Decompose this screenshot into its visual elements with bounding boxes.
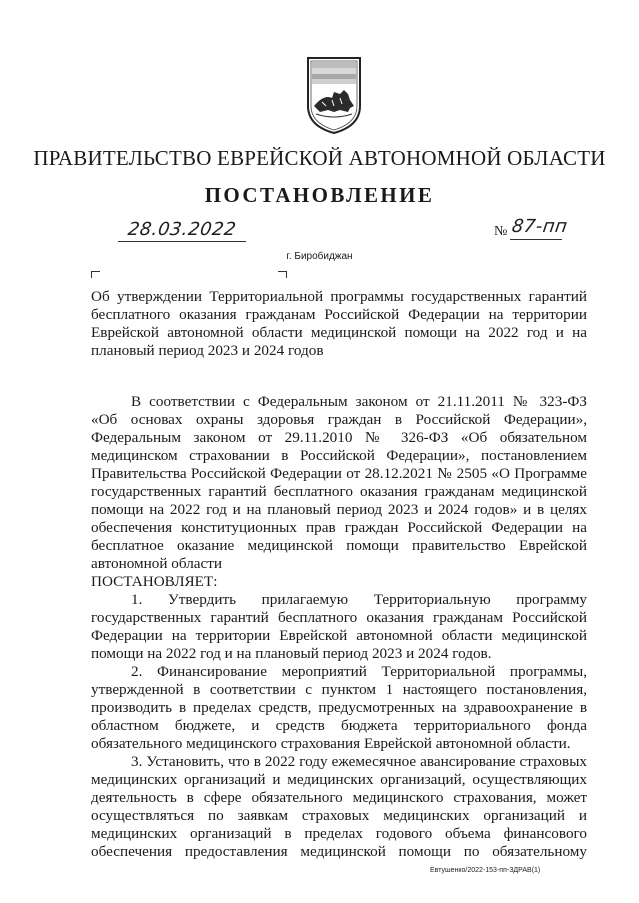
body-line: «Об основах охраны здоровья граждан в Российской Федерации», [91,411,587,428]
body-line: осуществляться по заявкам страховых медицинских организаций и [91,807,587,824]
body-line: обеспечения предоставления медицинской помощи по обязательному [91,843,587,860]
subject-line: Об утверждении Территориальной программы государственных гарантий [91,288,587,305]
body-line: 3. Установить, что в 2022 году ежемесячное авансирование страховых [131,753,587,770]
date-underline [118,241,246,242]
handwritten-number: 87-пп [510,216,569,237]
body-line: Федерации на территории Еврейской автономной области медицинской [91,627,587,644]
city: г. Биробиджан [286,251,353,262]
body-line: обеспечения конституционных прав граждан Российской Федерации на [91,519,587,536]
body-line: утвержденной в соответствии с пунктом 1 настоящего постановления, [91,681,587,698]
body-line: помощи на 2022 год и на плановый период 2023 и 2024 годов» и в целях [91,501,587,518]
document-code: Евтушенко/2022-153-пп-ЗДРАВ(1) [430,867,541,874]
coat-of-arms-icon [304,54,364,136]
number-underline [510,239,562,240]
subject-corner-right [278,271,287,278]
body-line: медицинских организаций в пределах годового объема финансового [91,825,587,842]
body-line: автономной области [91,555,223,572]
body-line: обязательного медицинского страхования Еврейской автономной области. [91,735,571,752]
body-line: государственных гарантий бесплатного оказания гражданам медицинской [91,483,587,500]
body-line: областном бюджете, и средств бюджета территориального фонда [91,717,587,734]
body-line: помощи на 2022 год и на плановый период 2023 и 2024 годов. [91,645,492,662]
subject-line: Еврейской автономной области медицинской помощи на 2022 год и на [91,324,587,341]
body-line: Федеральным законом от 29.11.2010 № 326-ФЗ «Об обязательном [91,429,587,446]
body-line: деятельность в сфере обязательного медицинского страхования, может [91,789,587,806]
number-label: № [494,224,508,239]
body-line: 1. Утвердить прилагаемую Территориальную программу [131,591,587,608]
subject-line: бесплатного оказания гражданам Российской Федерации на территории [91,306,587,323]
body-line: производить в пределах средств, предусмотренных на здравоохранение в [91,699,587,716]
body-line: медицинских организаций и медицинских организаций, осуществляющих [91,771,587,788]
government-title: ПРАВИТЕЛЬСТВО ЕВРЕЙСКОЙ АВТОНОМНОЙ ОБЛАСТИ [33,146,606,170]
body-line: В соответствии с Федеральным законом от 21.11.2011 № 323-ФЗ [131,393,587,410]
body-line: Правительства Российской Федерации от 28.12.2021 № 2505 «О Программе [91,465,587,482]
body-line: бесплатное оказание медицинской помощи правительство Еврейской [91,537,587,554]
subject-corner-left [91,271,100,278]
document-type: ПОСТАНОВЛЕНИЕ [204,183,435,207]
body-line: государственных гарантий бесплатного оказания гражданам Российской [91,609,587,626]
subject-line: плановый период 2023 и 2024 годов [91,342,324,359]
body-line: ПОСТАНОВЛЯЕТ: [91,573,218,590]
body-line: 2. Финансирование мероприятий Территориальной программы, [131,663,587,680]
handwritten-date: 28.03.2022 [126,219,238,240]
body-line: медицинском страховании в Российской Федерации», постановлением [91,447,587,464]
